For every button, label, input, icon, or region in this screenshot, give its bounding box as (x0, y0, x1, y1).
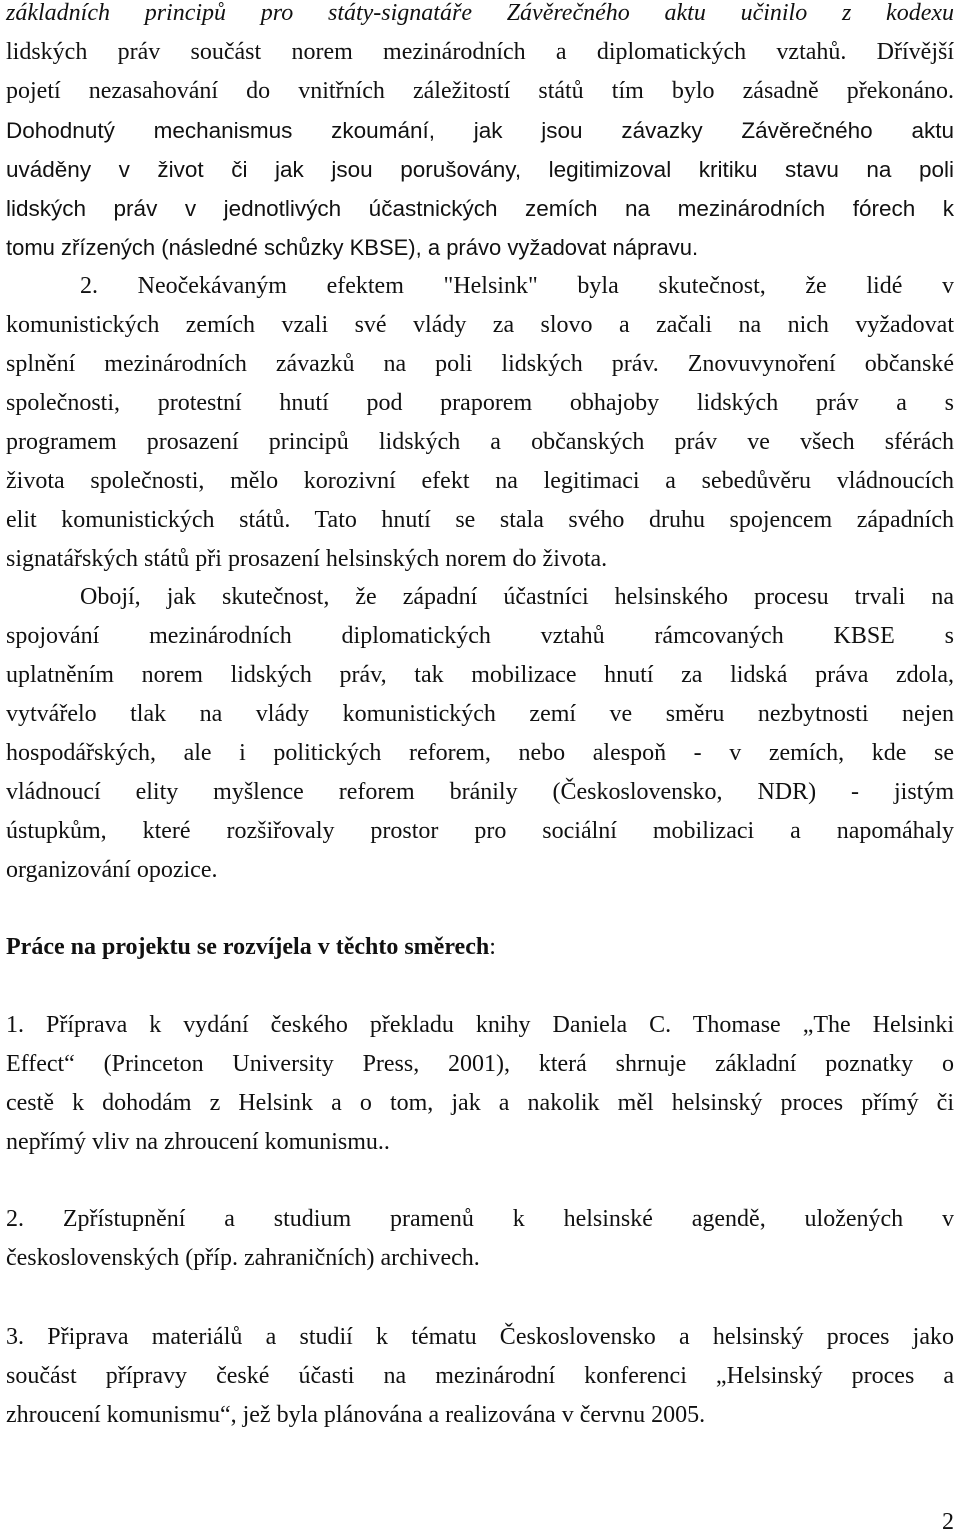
text-line: tomu zřízených (následné schůzky KBSE), a právo vyžadovat nápravu. (6, 235, 699, 260)
text-line: zhroucení komunismu“, jež byla plánována a realizována v červnu 2005. (6, 1402, 706, 1428)
heading-colon: : (489, 934, 496, 960)
paragraph-1 (6, 0, 954, 267)
text-line: elit komunistických států. Tato hnutí se stala svého druhu spojencem západních (6, 507, 954, 533)
text-line: komunistických zemích vzali své vlády za slovo a začali na nich vyžadovat (6, 312, 954, 338)
text-line: součást přípravy české účasti na mezinárodní konferenci „Helsinský proces a (6, 1363, 954, 1389)
heading-bold-text: Práce na projektu se rozvíjela v těchto směrech (6, 934, 490, 960)
text-line: vládnoucí elity myšlence reforem bránily (Československo, NDR) - jistým (6, 779, 954, 805)
text-line: splnění mezinárodních závazků na poli lidských práv. Znovuvynoření občanské (6, 351, 954, 377)
section-heading (6, 928, 954, 967)
page-number: 2 (942, 1509, 954, 1535)
text-line: základních principů pro státy-signatáře Závěrečného aktu učinilo z kodexu (6, 0, 954, 26)
text-line: nepřímý vliv na zhroucení komunismu.. (6, 1129, 390, 1155)
text-line: vytvářelo tlak na vlády komunistických zemí ve směru nezbytnosti nejen (6, 701, 954, 727)
text-line: Obojí, jak skutečnost, že západní účastníci helsinského procesu trvali na (80, 584, 954, 610)
text-line: cestě k dohodám z Helsink a o tom, jak a nakolik měl helsinský proces přímý či (6, 1090, 954, 1116)
text-line: lidských práv součást norem mezinárodních a diplomatických vztahů. Dřívější (6, 39, 954, 65)
text-line: 2. Zpřístupnění a studium pramenů k helsinské agendě, uložených v (6, 1206, 954, 1232)
text-line: lidských práv v jednotlivých účastnických zemích na mezinárodních fórech k (6, 196, 954, 221)
text-line: signatářských států při prosazení helsinských norem do života. (6, 546, 608, 572)
list-item-1 (6, 1006, 954, 1162)
text-line: uplatněním norem lidských práv, tak mobilizace hnutí za lidská práva zdola, (6, 662, 954, 688)
text-line: ústupkům, které rozšiřovaly prostor pro sociální mobilizaci a napomáhaly (6, 818, 954, 844)
list-item-2 (6, 1200, 954, 1278)
text-line: 1. Příprava k vydání českého překladu knihy Daniela C. Thomase „The Helsinki (6, 1012, 954, 1038)
text-line: československých (příp. zahraničních) archivech. (6, 1245, 480, 1271)
text-line: 2. Neočekávaným efektem "Helsink" byla skutečnost, že lidé v (80, 273, 954, 299)
text-line: hospodářských, ale i politických reforem, nebo alespoň - v zemích, kde se (6, 740, 954, 766)
text-line: 3. Připrava materiálů a studií k tématu Československo a helsinský proces jako (6, 1324, 954, 1350)
text-line: uváděny v život či jak jsou porušovány, legitimizoval kritiku stavu na poli (6, 157, 954, 182)
text-line: Dohodnutý mechanismus zkoumání, jak jsou závazky Závěrečného aktu (6, 118, 954, 143)
paragraph-3 (6, 578, 954, 890)
text-line: organizování opozice. (6, 857, 218, 883)
text-line: spojování mezinárodních diplomatických vztahů rámcovaných KBSE s (6, 623, 954, 649)
text-line: programem prosazení principů lidských a občanských práv ve všech sférách (6, 429, 954, 455)
text-line: společnosti, protestní hnutí pod praporem obhajoby lidských práv a s (6, 390, 954, 416)
list-item-3 (6, 1318, 954, 1435)
heading-line (6, 928, 954, 967)
text-line: pojetí nezasahování do vnitřních záležitostí států tím bylo zásadně překonáno. (6, 78, 954, 104)
text-line: života společnosti, mělo korozivní efekt na legitimaci a sebedůvěru vládnoucích (6, 468, 954, 494)
paragraph-2 (6, 267, 954, 579)
text-line: Effect“ (Princeton University Press, 2001), která shrnuje základní poznatky o (6, 1051, 954, 1077)
